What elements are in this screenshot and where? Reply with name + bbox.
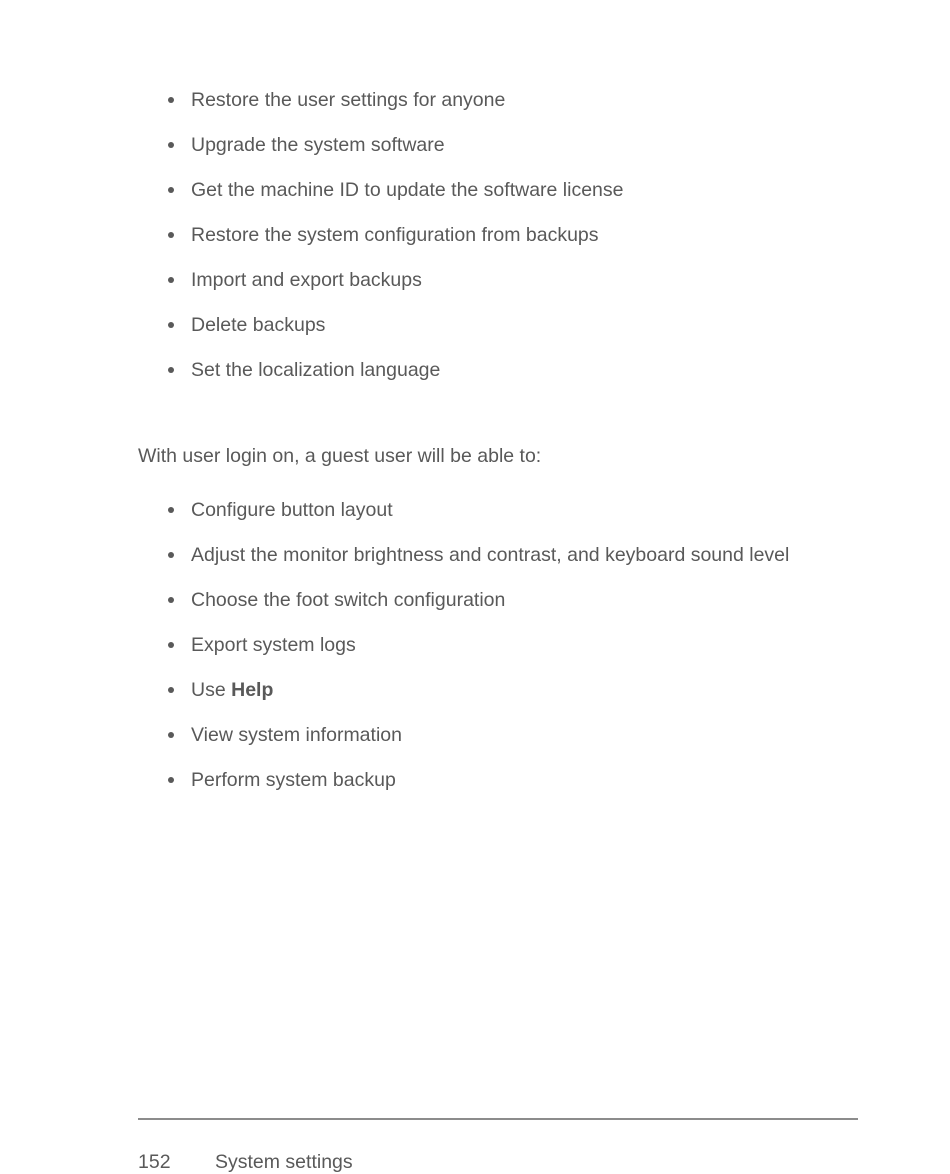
bullet-icon (168, 97, 174, 103)
bullet-icon (168, 142, 174, 148)
list-item-text: Perform system backup (191, 769, 396, 791)
list-item-text: Delete backups (191, 314, 326, 336)
list-item (168, 633, 789, 678)
list-item-text: Export system logs (191, 634, 356, 656)
list-item (168, 678, 789, 723)
guest-intro-paragraph: With user login on, a guest user will be able to: (138, 445, 542, 467)
help-term: Help (231, 679, 274, 701)
bullet-icon (168, 597, 174, 603)
bullet-icon (168, 732, 174, 738)
bullet-icon (168, 552, 174, 558)
list-item (168, 178, 624, 223)
admin-permissions-list (168, 88, 624, 403)
bullet-icon (168, 187, 174, 193)
list-item-text: Set the localization language (191, 359, 441, 381)
bullet-icon (168, 277, 174, 283)
list-item (168, 268, 624, 313)
bullet-icon (168, 322, 174, 328)
list-item-text: Restore the system configuration from backups (191, 224, 599, 246)
list-item (168, 88, 624, 133)
list-item-text: Adjust the monitor brightness and contrast, and keyboard sound level (191, 544, 790, 566)
list-item-text: Configure button layout (191, 499, 393, 521)
list-item-text: Get the machine ID to update the software license (191, 179, 624, 201)
list-item (168, 768, 789, 813)
bullet-icon (168, 507, 174, 513)
list-item-text: Choose the foot switch configuration (191, 589, 506, 611)
list-item (168, 543, 789, 588)
list-item (168, 133, 624, 178)
list-item (168, 498, 789, 543)
list-item-text: Upgrade the system software (191, 134, 445, 156)
list-item (168, 313, 624, 358)
footer-divider (138, 1118, 858, 1120)
bullet-icon (168, 642, 174, 648)
list-item (168, 588, 789, 633)
section-title: System settings (215, 1151, 353, 1173)
list-item-text: View system information (191, 724, 402, 746)
guest-permissions-list (168, 498, 789, 813)
list-item-text: Import and export backups (191, 269, 422, 291)
list-item (168, 723, 789, 768)
list-item-prefix: Use (191, 679, 232, 701)
list-item (168, 223, 624, 268)
list-item-text: Restore the user settings for anyone (191, 89, 506, 111)
bullet-icon (168, 232, 174, 238)
page-number: 152 (138, 1151, 171, 1173)
page-footer (138, 1150, 353, 1174)
list-item (168, 358, 624, 403)
bullet-icon (168, 777, 174, 783)
bullet-icon (168, 367, 174, 373)
bullet-icon (168, 687, 174, 693)
